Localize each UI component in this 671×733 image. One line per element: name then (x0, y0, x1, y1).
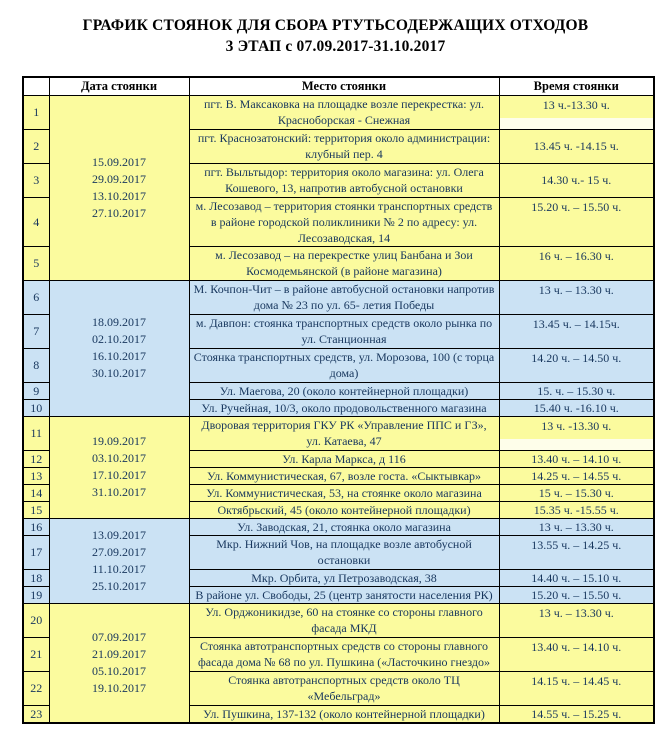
date-line: 02.10.2017 (92, 332, 146, 346)
time-cell (499, 467, 654, 484)
row-number-cell: 17 (23, 535, 49, 569)
time-cell (499, 535, 654, 569)
row-number-cell: 2 (23, 129, 49, 163)
time-text: 15.35 ч. -15.55 ч. (533, 502, 619, 517)
place-cell: Октябрьский, 45 (около контейнерной площадки) (189, 501, 499, 518)
time-cell (499, 671, 654, 705)
row-number-cell: 19 (23, 586, 49, 603)
header-time-cell: Время стоянки (499, 77, 654, 95)
time-text: 16 ч. – 16.30 ч. (538, 248, 614, 263)
date-line: 13.10.2017 (92, 188, 146, 203)
date-line: 30.10.2017 (92, 366, 146, 380)
date-line: 21.09.2017 (92, 646, 146, 661)
page-title (0, 15, 671, 57)
date-line: 19.09.2017 (92, 434, 146, 448)
time-cell (499, 586, 654, 603)
time-cell (499, 705, 654, 723)
schedule-table-body (23, 95, 654, 723)
place-cell: Ул. Маегова, 20 (около контейнерной площадки) (189, 382, 499, 399)
time-text: 13.40 ч. – 14.10 ч. (531, 639, 622, 654)
row-number-cell: 10 (23, 399, 49, 416)
table-row (23, 603, 654, 637)
place-cell: Мкр. Орбита, ул Петрозаводская, 38 (189, 569, 499, 586)
time-text: 13 ч. -13.30 ч. (541, 418, 612, 433)
time-text: 13.45 ч. -14.15 ч. (533, 139, 619, 153)
date-group-cell (49, 280, 189, 416)
place-cell: Ул. Карла Маркса, д 116 (189, 450, 499, 467)
empty-strip (500, 439, 654, 450)
time-text: 14.25 ч. – 14.55 ч. (531, 468, 622, 483)
time-cell (499, 416, 654, 450)
time-text: 14.55 ч. – 15.25 ч. (531, 706, 622, 721)
date-line: 17.10.2017 (92, 468, 146, 482)
row-number-cell: 8 (23, 348, 49, 382)
date-group-cell (49, 518, 189, 603)
time-cell (499, 163, 654, 197)
time-text: 14.40 ч. – 15.10 ч. (531, 570, 622, 585)
header-place-cell: Место стоянки (189, 77, 499, 95)
time-cell (499, 95, 654, 129)
row-number-cell: 6 (23, 280, 49, 314)
row-number-cell: 11 (23, 416, 49, 450)
page-title-line1: ГРАФИК СТОЯНОК ДЛЯ СБОРА РТУТЬСОДЕРЖАЩИХ ОТХОДОВ (82, 17, 589, 34)
time-text: 13 ч. – 13.30 ч. (538, 519, 614, 534)
place-cell: пгт. В. Максаковка на площадке возле перекрестка: ул. Красноборская - Снежная (189, 95, 499, 129)
row-number-cell: 22 (23, 671, 49, 705)
header-num-cell (23, 77, 49, 95)
row-number-cell: 13 (23, 467, 49, 484)
place-cell: Ул. Пушкина, 137-132 (около контейнерной площадки) (189, 705, 499, 723)
place-cell: В районе ул. Свободы, 25 (центр занятости населения РК) (189, 586, 499, 603)
time-cell (499, 314, 654, 348)
row-number-cell: 1 (23, 95, 49, 129)
place-cell: Ул. Коммунистическая, 67, возле госта. «Сыктывкар» (189, 467, 499, 484)
time-text: 13 ч.-13.30 ч. (542, 97, 610, 112)
time-cell (499, 518, 654, 535)
row-number-cell: 20 (23, 603, 49, 637)
row-number-cell: 15 (23, 501, 49, 518)
date-group-cell (49, 603, 189, 723)
date-line: 13.09.2017 (92, 527, 146, 542)
time-cell (499, 501, 654, 518)
date-line: 03.10.2017 (92, 451, 146, 465)
schedule-table (22, 76, 655, 724)
time-text: 13 ч. – 13.30 ч. (538, 282, 614, 297)
place-cell: Дворовая территория ГКУ РК «Управление ППС и ГЗ», ул. Катаева, 47 (189, 416, 499, 450)
time-cell (499, 129, 654, 163)
time-text: 14.15 ч. – 14.45 ч. (531, 673, 622, 688)
row-number-cell: 4 (23, 197, 49, 246)
time-text: 14.20 ч. – 14.50 ч. (531, 350, 622, 365)
place-cell: пгт. Краснозатонский: территория около администрации: клубный пер. 4 (189, 129, 499, 163)
time-cell (499, 197, 654, 246)
place-cell: м. Лесозавод – территория стоянки транспортных средств в районе городской поликлиники № 2 по адресу: ул. Лесозаводская, 14 (189, 197, 499, 246)
table-row (23, 518, 654, 535)
time-text: 15 ч. – 15.30 ч. (538, 485, 614, 500)
date-line: 11.10.2017 (92, 561, 146, 576)
time-cell (499, 280, 654, 314)
place-cell: Ул. Ручейная, 10/3, около продовольственного магазина (189, 399, 499, 416)
place-cell: Стоянка транспортных средств, ул. Морозова, 100 (с торца дома) (189, 348, 499, 382)
time-text: 15.40 ч. -16.10 ч. (533, 400, 619, 415)
row-number-cell: 3 (23, 163, 49, 197)
empty-strip (500, 118, 654, 129)
place-cell: Ул. Заводская, 21, стоянка около магазина (189, 518, 499, 535)
time-cell (499, 399, 654, 416)
place-cell: Стоянка автотранспортных средств со стороны главного фасада дома № 68 по ул. Пушкина («Ласточкино гнездо» (189, 637, 499, 671)
row-number-cell: 16 (23, 518, 49, 535)
time-cell (499, 603, 654, 637)
place-cell: м. Лесозавод – на перекрестке улиц Банбана и Зои Космодемьянской (в районе магазина) (189, 246, 499, 280)
time-text: 13.40 ч. – 14.10 ч. (531, 451, 622, 466)
date-group-cell (49, 95, 189, 280)
time-text: 15.20 ч. – 15.50 ч. (531, 199, 622, 214)
date-line: 05.10.2017 (92, 663, 146, 678)
row-number-cell: 23 (23, 705, 49, 723)
date-line: 07.09.2017 (92, 629, 146, 644)
header-row (23, 77, 654, 95)
row-number-cell: 9 (23, 382, 49, 399)
date-line: 29.09.2017 (92, 171, 146, 186)
row-number-cell: 21 (23, 637, 49, 671)
place-cell: пгт. Выльтыдор: территория около магазина: ул. Олега Кошевого, 13, напротив автобусной остановки (189, 163, 499, 197)
row-number-cell: 12 (23, 450, 49, 467)
time-text: 15.20 ч. – 15.50 ч. (531, 587, 622, 602)
table-row (23, 416, 654, 450)
place-cell: Ул. Орджоникидзе, 60 на стоянке со стороны главного фасада МКД (189, 603, 499, 637)
time-cell (499, 246, 654, 280)
place-cell: Мкр. Нижний Чов, на площадке возле автобусной остановки (189, 535, 499, 569)
place-cell: Ул. Коммунистическая, 53, на стоянке около магазина (189, 484, 499, 501)
time-text: 13.55 ч. – 14.25 ч. (531, 537, 622, 552)
date-line: 27.10.2017 (92, 205, 146, 220)
date-group-cell (49, 416, 189, 518)
time-cell (499, 450, 654, 467)
time-text: 14.30 ч.- 15 ч. (541, 173, 612, 187)
date-line: 31.10.2017 (92, 485, 146, 499)
time-cell (499, 382, 654, 399)
date-line: 27.09.2017 (92, 544, 146, 559)
date-line: 25.10.2017 (92, 578, 146, 593)
time-text: 13 ч. – 13.30 ч. (538, 605, 614, 620)
place-cell: М. Кочпон-Чит – в районе автобусной остановки напротив дома № 23 по ул. 65- летия Победы (189, 280, 499, 314)
place-cell: Стоянка автотранспортных средств около ТЦ «Мебельград» (189, 671, 499, 705)
row-number-cell: 7 (23, 314, 49, 348)
row-number-cell: 18 (23, 569, 49, 586)
time-text: 13.45 ч. – 14.15ч. (532, 316, 620, 331)
time-cell (499, 569, 654, 586)
date-line: 18.09.2017 (92, 315, 146, 329)
date-line: 15.09.2017 (92, 154, 146, 169)
row-number-cell: 5 (23, 246, 49, 280)
header-date-cell: Дата стоянки (49, 77, 189, 95)
row-number-cell: 14 (23, 484, 49, 501)
time-cell (499, 637, 654, 671)
table-row (23, 95, 654, 129)
time-cell (499, 484, 654, 501)
time-cell (499, 348, 654, 382)
table-row (23, 280, 654, 314)
page-title-line2: 3 ЭТАП с 07.09.2017-31.10.2017 (225, 38, 446, 55)
date-line: 19.10.2017 (92, 680, 146, 695)
place-cell: м. Давпон: стоянка транспортных средств около рынка по ул. Станционная (189, 314, 499, 348)
time-text: 15. ч. – 15.30 ч. (537, 383, 616, 398)
date-line: 16.10.2017 (92, 349, 146, 363)
